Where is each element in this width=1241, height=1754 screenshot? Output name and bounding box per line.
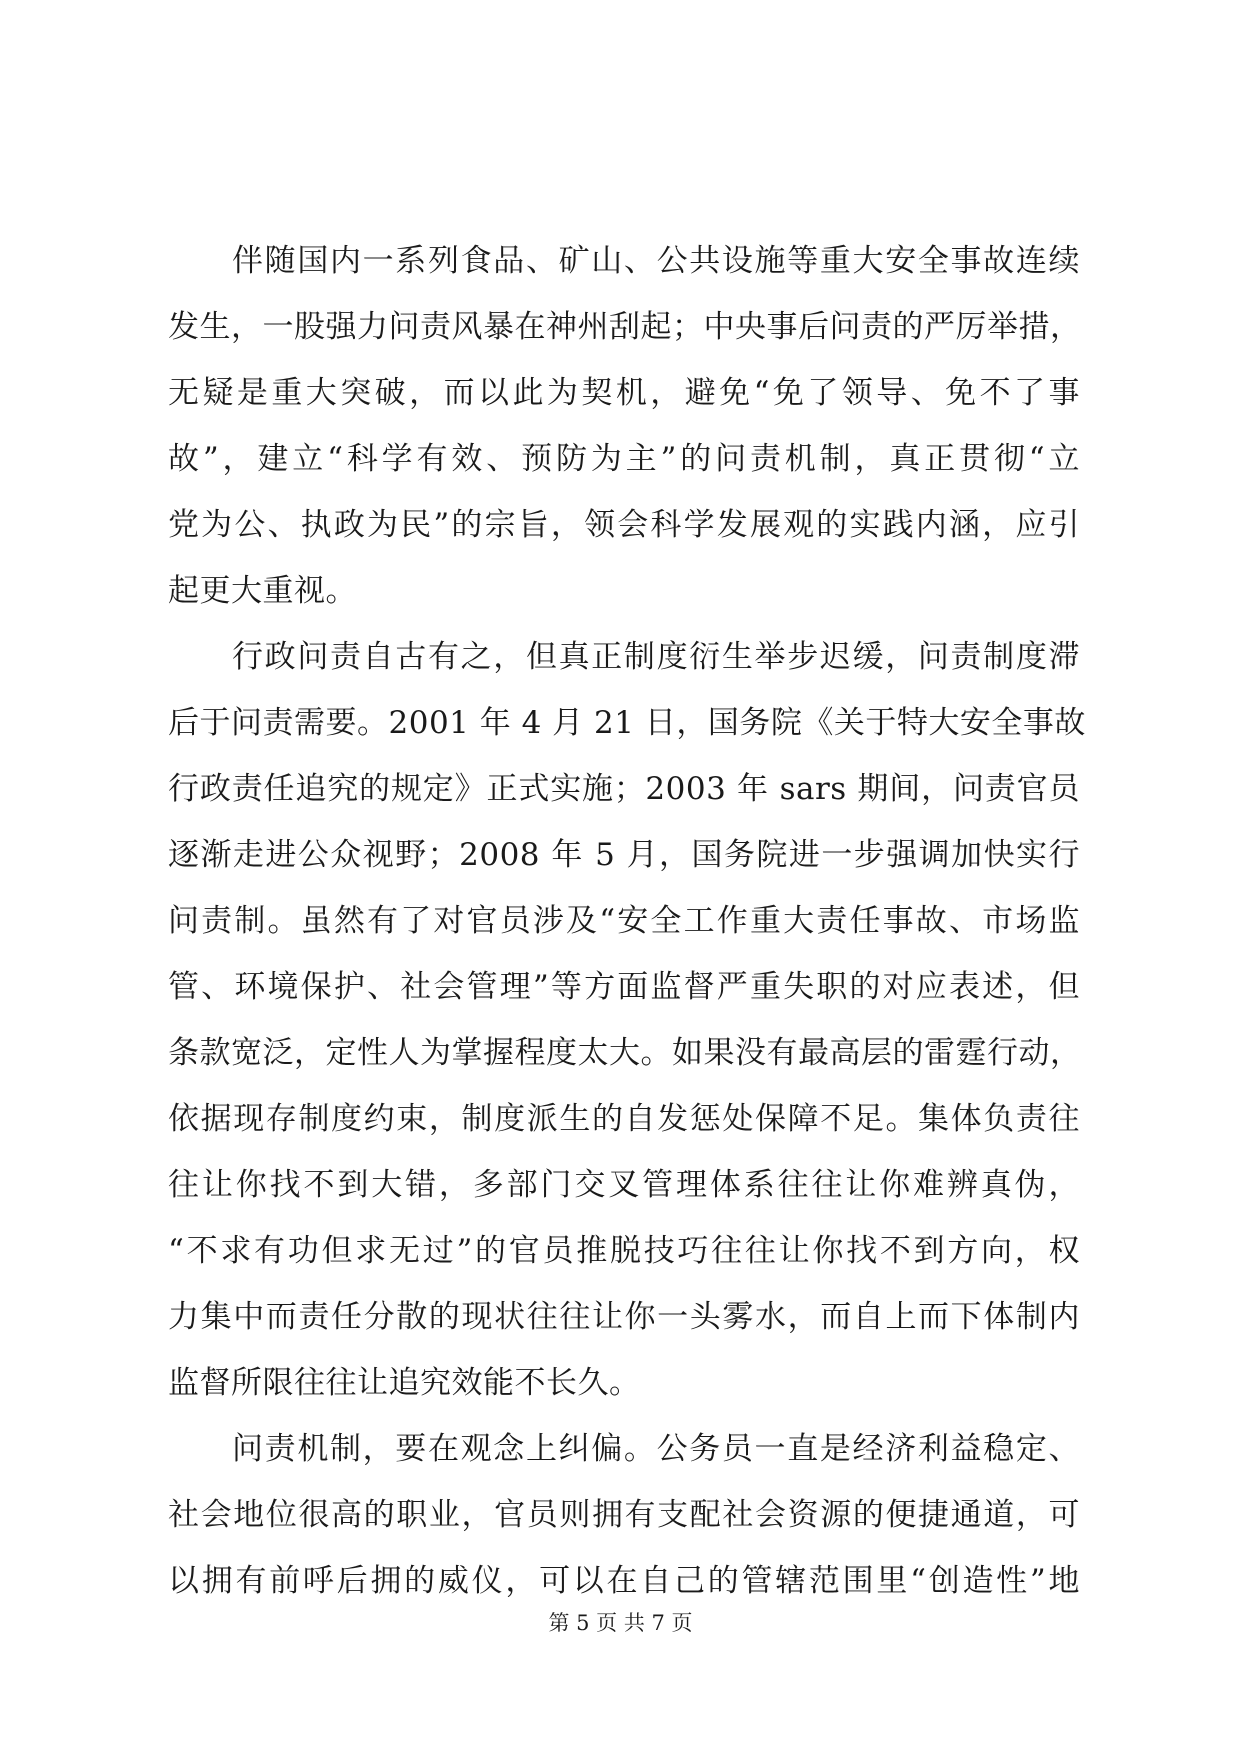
paragraph-2-line-4: 逐渐走进公众视野；2008 年 5 月，国务院进一步强调加快实行: [168, 837, 1080, 873]
paragraph-2-line-3: 行政责任追究的规定》正式实施；2003 年 sars 期间，问责官员: [168, 771, 1080, 807]
paragraph-1-line-5: 党为公、执政为民”的宗旨，领会科学发展观的实践内涵，应引: [168, 507, 1080, 543]
paragraph-3-line-1: 问责机制，要在观念上纠偏。公务员一直是经济利益稳定、: [232, 1431, 1080, 1467]
paragraph-1-line-3: 无疑是重大突破，而以此为契机，避免“免了领导、免不了事: [168, 375, 1080, 411]
paragraph-2-line-2: 后于问责需要。2001 年 4 月 21 日，国务院《关于特大安全事故: [168, 705, 1086, 741]
paragraph-3-line-3: 以拥有前呼后拥的威仪，可以在自己的管辖范围里“创造性”地: [168, 1563, 1080, 1599]
paragraph-1-line-4: 故”，建立“科学有效、预防为主”的问责机制，真正贯彻“立: [168, 441, 1080, 477]
paragraph-2-line-11: 力集中而责任分散的现状往往让你一头雾水，而自上而下体制内: [168, 1299, 1080, 1335]
paragraph-1-line-6: 起更大重视。: [168, 573, 357, 609]
paragraph-2-line-5: 问责制。虽然有了对官员涉及“安全工作重大责任事故、市场监: [168, 903, 1080, 939]
paragraph-3-line-2: 社会地位很高的职业，官员则拥有支配社会资源的便捷通道，可: [168, 1497, 1080, 1533]
body-text: [168, 228, 1086, 1614]
page-footer: 第 5 页 共 7 页: [548, 1611, 693, 1635]
paragraph-2-line-12: 监督所限往往让追究效能不长久。: [168, 1365, 641, 1401]
paragraph-2-line-8: 依据现存制度约束，制度派生的自发惩处保障不足。集体负责往: [168, 1101, 1080, 1137]
paragraph-2-line-6: 管、环境保护、社会管理”等方面监督严重失职的对应表述，但: [168, 969, 1080, 1005]
paragraph-2-line-1: 行政问责自古有之，但真正制度衍生举步迟缓，问责制度滞: [232, 639, 1080, 675]
paragraph-2-line-7: 条款宽泛，定性人为掌握程度太大。如果没有最高层的雷霆行动，: [168, 1035, 1082, 1071]
paragraph-1-line-2: 发生，一股强力问责风暴在神州刮起；中央事后问责的严厉举措，: [168, 309, 1082, 345]
paragraph-2-line-9: 往让你找不到大错，多部门交叉管理体系往往让你难辨真伪，: [168, 1167, 1080, 1203]
paragraph-2-line-10: “不求有功但求无过”的官员推脱技巧往往让你找不到方向，权: [168, 1233, 1080, 1269]
paragraph-1-line-1: 伴随国内一系列食品、矿山、公共设施等重大安全事故连续: [232, 243, 1080, 279]
